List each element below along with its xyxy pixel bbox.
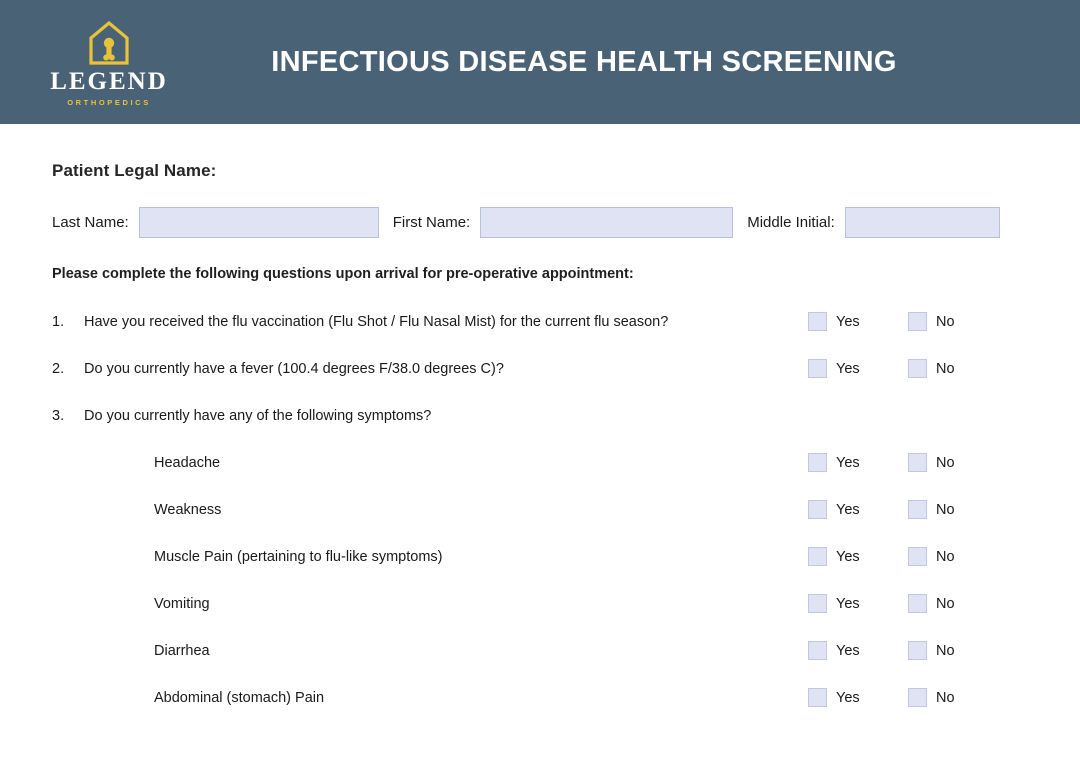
questions-list (52, 298, 1028, 721)
checkbox-no[interactable] (908, 312, 927, 331)
symptom-row (52, 627, 1028, 674)
answer-yes-label: Yes (836, 501, 860, 518)
answer-no-label: No (936, 642, 955, 659)
answer-yes[interactable] (808, 547, 908, 566)
question-row (52, 298, 1028, 345)
checkbox-yes[interactable] (808, 547, 827, 566)
answer-no[interactable] (908, 688, 1008, 707)
symptom-row (52, 580, 1028, 627)
first-name-label: First Name: (392, 214, 471, 231)
brand-tagline: ORTHOPEDICS (67, 98, 151, 107)
answer-yes[interactable] (808, 359, 908, 378)
checkbox-yes[interactable] (808, 641, 827, 660)
question-text: Do you currently have any of the following symptoms? (84, 407, 432, 424)
answer-yes[interactable] (808, 688, 908, 707)
answer-no-label: No (936, 501, 955, 518)
question-number: 3. (52, 407, 65, 424)
last-name-label: Last Name: (52, 214, 129, 231)
answer-group (808, 312, 1028, 331)
checkbox-no[interactable] (908, 359, 927, 378)
checkbox-no[interactable] (908, 453, 927, 472)
answer-group (808, 500, 1028, 519)
checkbox-yes[interactable] (808, 688, 827, 707)
answer-group (808, 547, 1028, 566)
symptom-label: Abdominal (stomach) Pain (154, 689, 325, 706)
answer-yes-label: Yes (836, 642, 860, 659)
answer-no[interactable] (908, 453, 1008, 472)
symptom-row (52, 439, 1028, 486)
question-text: Do you currently have a fever (100.4 degrees F/38.0 degrees C)? (84, 360, 504, 377)
answer-yes[interactable] (808, 641, 908, 660)
answer-no-label: No (936, 454, 955, 471)
brand-logo (0, 0, 218, 124)
answer-no-label: No (936, 360, 955, 377)
answer-yes-label: Yes (836, 454, 860, 471)
answer-yes[interactable] (808, 453, 908, 472)
checkbox-no[interactable] (908, 641, 927, 660)
middle-initial-input[interactable] (845, 207, 1000, 238)
question-number: 1. (52, 313, 65, 330)
checkbox-no[interactable] (908, 594, 927, 613)
question-row (52, 345, 1028, 392)
answer-no-label: No (936, 689, 955, 706)
answer-group (808, 688, 1028, 707)
symptom-label: Headache (154, 454, 221, 471)
answer-group (808, 641, 1028, 660)
answer-group (808, 594, 1028, 613)
symptom-row (52, 533, 1028, 580)
symptom-label: Weakness (154, 501, 222, 518)
answer-yes-label: Yes (836, 313, 860, 330)
answer-no-label: No (936, 595, 955, 612)
middle-initial-label: Middle Initial: (747, 214, 835, 231)
instruction-text: Please complete the following questions upon arrival for pre-operative appointment: (52, 266, 634, 282)
answer-no[interactable] (908, 312, 1008, 331)
symptom-label: Diarrhea (154, 642, 210, 659)
checkbox-yes[interactable] (808, 500, 827, 519)
answer-no[interactable] (908, 547, 1008, 566)
checkbox-no[interactable] (908, 547, 927, 566)
question-number: 2. (52, 360, 65, 377)
symptom-row (52, 674, 1028, 721)
page-header (0, 0, 1080, 124)
brand-wordmark: LEGEND (50, 68, 168, 95)
answer-yes[interactable] (808, 312, 908, 331)
first-name-input[interactable] (480, 207, 733, 238)
checkbox-yes[interactable] (808, 453, 827, 472)
checkbox-yes[interactable] (808, 312, 827, 331)
answer-group (808, 453, 1028, 472)
checkbox-no[interactable] (908, 500, 927, 519)
answer-yes[interactable] (808, 500, 908, 519)
answer-group (808, 359, 1028, 378)
checkbox-no[interactable] (908, 688, 927, 707)
checkbox-yes[interactable] (808, 594, 827, 613)
answer-yes[interactable] (808, 594, 908, 613)
answer-yes-label: Yes (836, 548, 860, 565)
section-title-patient-name: Patient Legal Name: (52, 161, 217, 180)
checkbox-yes[interactable] (808, 359, 827, 378)
last-name-input[interactable] (139, 207, 379, 238)
symptom-label: Muscle Pain (pertaining to flu-like symptoms) (154, 548, 443, 565)
patient-name-row (52, 207, 1028, 238)
question-text: Have you received the flu vaccination (Flu Shot / Flu Nasal Mist) for the current flu season? (84, 313, 669, 330)
symptom-row (52, 486, 1028, 533)
house-with-bone-icon (89, 21, 129, 65)
answer-no[interactable] (908, 359, 1008, 378)
answer-no-label: No (936, 313, 955, 330)
answer-no[interactable] (908, 500, 1008, 519)
form-body (0, 161, 1080, 721)
answer-no-label: No (936, 548, 955, 565)
answer-yes-label: Yes (836, 689, 860, 706)
answer-no[interactable] (908, 594, 1008, 613)
answer-yes-label: Yes (836, 595, 860, 612)
symptom-label: Vomiting (154, 595, 210, 612)
answer-yes-label: Yes (836, 360, 860, 377)
page-title: INFECTIOUS DISEASE HEALTH SCREENING (271, 45, 897, 78)
question-row (52, 392, 1028, 439)
answer-no[interactable] (908, 641, 1008, 660)
